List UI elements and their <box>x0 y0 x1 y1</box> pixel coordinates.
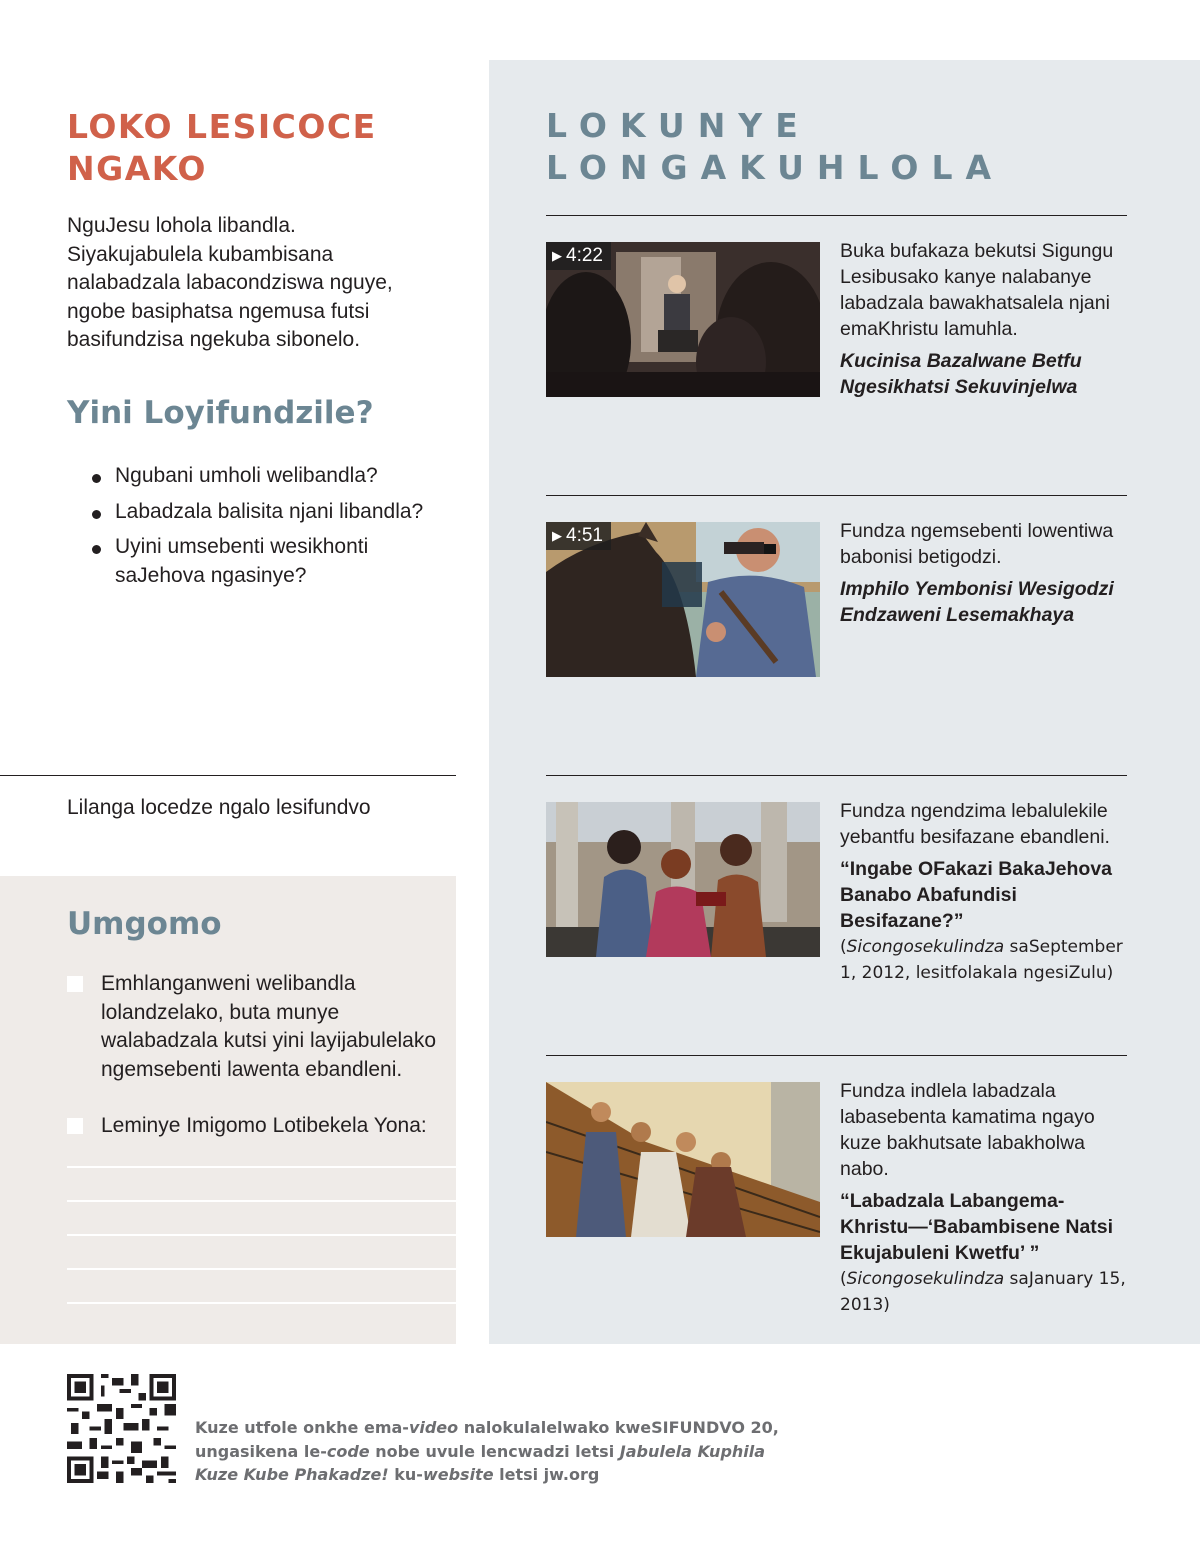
play-icon: ▶ <box>552 528 562 543</box>
write-line[interactable] <box>67 1268 456 1270</box>
write-line[interactable] <box>67 1200 456 1202</box>
research-title-line1: LOKUNYE <box>546 106 811 145</box>
research-reference[interactable]: Imphilo Yembonisi Wesigodzi Endzaweni Lesemakhaya <box>840 578 1114 626</box>
checkbox[interactable] <box>67 976 83 992</box>
summary-title <box>67 106 447 190</box>
goal-item <box>67 1112 455 1141</box>
date-label[interactable]: Lilanga locedze ngalo lesifundvo <box>67 796 371 819</box>
goal-text: Leminye Imigomo Lotibekela Yona: <box>101 1114 427 1137</box>
write-line[interactable] <box>67 1234 456 1236</box>
play-icon: ▶ <box>552 248 562 263</box>
research-text <box>840 798 1132 986</box>
question-text: Uyini umsebenti wesikhonti saJehova ngasinye? <box>115 535 369 587</box>
goal-text: Emhlanganweni welibandla lolandzelako, buta munye walabadzala kutsi yini layijabulelako ngemsebenti lawenta ebandleni. <box>101 972 437 1081</box>
qr-code-icon[interactable] <box>67 1374 176 1483</box>
video-thumbnail[interactable] <box>546 522 820 677</box>
questions-title: Yini Loyifundzile? <box>67 395 374 431</box>
question-item <box>92 462 462 491</box>
video-thumbnail[interactable] <box>546 242 820 397</box>
research-citation: (Sicongosekulindza saJanuary 15, 2013) <box>840 1269 1126 1315</box>
checkbox[interactable] <box>67 1118 83 1134</box>
write-line[interactable] <box>67 1166 456 1168</box>
summary-title-line1: LOKO LESICOCE <box>67 107 377 146</box>
research-reference[interactable]: “Labadzala Labangema-Khristu—‘Babambisene Natsi Ekujabuleni Kwetfu’ ” <box>840 1190 1114 1264</box>
research-description: Fundza ngemsebenti lowentiwa babonisi betigodzi. <box>840 520 1114 568</box>
research-divider <box>546 495 1127 496</box>
question-text: Labadzala balisita njani libandla? <box>115 499 424 523</box>
goal-item <box>67 970 455 1084</box>
research-description: Fundza indlela labadzala labasebenta kamatima ngayo kuze bakhutsate labakholwa nabo. <box>840 1080 1095 1180</box>
bullet-icon <box>92 474 101 483</box>
research-text <box>840 238 1132 400</box>
video-duration <box>546 522 611 550</box>
goal-panel <box>0 876 456 1344</box>
research-description: Buka bufakaza bekutsi Sigungu Lesibusako kanye nalabanye labadzala bawakhatsalela njani emaKhristu lamuhla. <box>840 240 1114 340</box>
article-thumbnail[interactable] <box>546 1082 820 1237</box>
research-reference[interactable]: “Ingabe OFakazi BakaJehova Banabo Abafundisi Besifazane?” <box>840 858 1113 932</box>
bullet-icon <box>92 545 101 554</box>
research-text <box>840 518 1132 628</box>
duration-text: 4:51 <box>566 525 603 546</box>
question-item <box>92 498 462 527</box>
research-reference[interactable]: Kucinisa Bazalwane Betfu Ngesikhatsi Sekuvinjelwa <box>840 350 1082 398</box>
goal-title: Umgomo <box>67 906 222 942</box>
research-text <box>840 1078 1132 1318</box>
ship-farewell-image <box>546 1082 820 1237</box>
article-thumbnail[interactable] <box>546 802 820 957</box>
duration-text: 4:22 <box>566 245 603 266</box>
footer-text: Kuze utfole onkhe ema-video nalokulalelwako kweSIFUNDVO 20, ungasikena le-code nobe uvule lencwadzi letsi Jabulela Kuphila Kuze Kube Phakadze! ku-website letsi jw.org <box>195 1418 779 1484</box>
research-divider <box>546 775 1127 776</box>
research-divider <box>546 1055 1127 1056</box>
summary-title-line2: NGAKO <box>67 149 207 188</box>
question-text: Ngubani umholi welibandla? <box>115 464 378 487</box>
research-description: Fundza ngendzima lebalulekile yebantfu besifazane ebandleni. <box>840 800 1110 848</box>
date-divider <box>0 775 456 776</box>
research-citation: (Sicongosekulindza saSeptember 1, 2012, lesitfolakala ngesiZulu) <box>840 937 1123 983</box>
research-divider <box>546 215 1127 216</box>
three-women-image <box>546 802 820 957</box>
research-title-line2: LONGAKUHLOLA <box>546 148 1005 187</box>
question-item <box>92 533 462 590</box>
summary-text: NguJesu lohola libandla. Siyakujabulela kubambisana nalabadzala labacondziswa nguye, ngobe basiphatsa ngemusa futsi basifundzisa ngekuba sibonelo. <box>67 214 393 351</box>
write-line[interactable] <box>67 1302 456 1304</box>
bullet-icon <box>92 510 101 519</box>
questions-list <box>92 462 462 597</box>
research-title <box>546 105 1004 189</box>
video-duration <box>546 242 611 270</box>
